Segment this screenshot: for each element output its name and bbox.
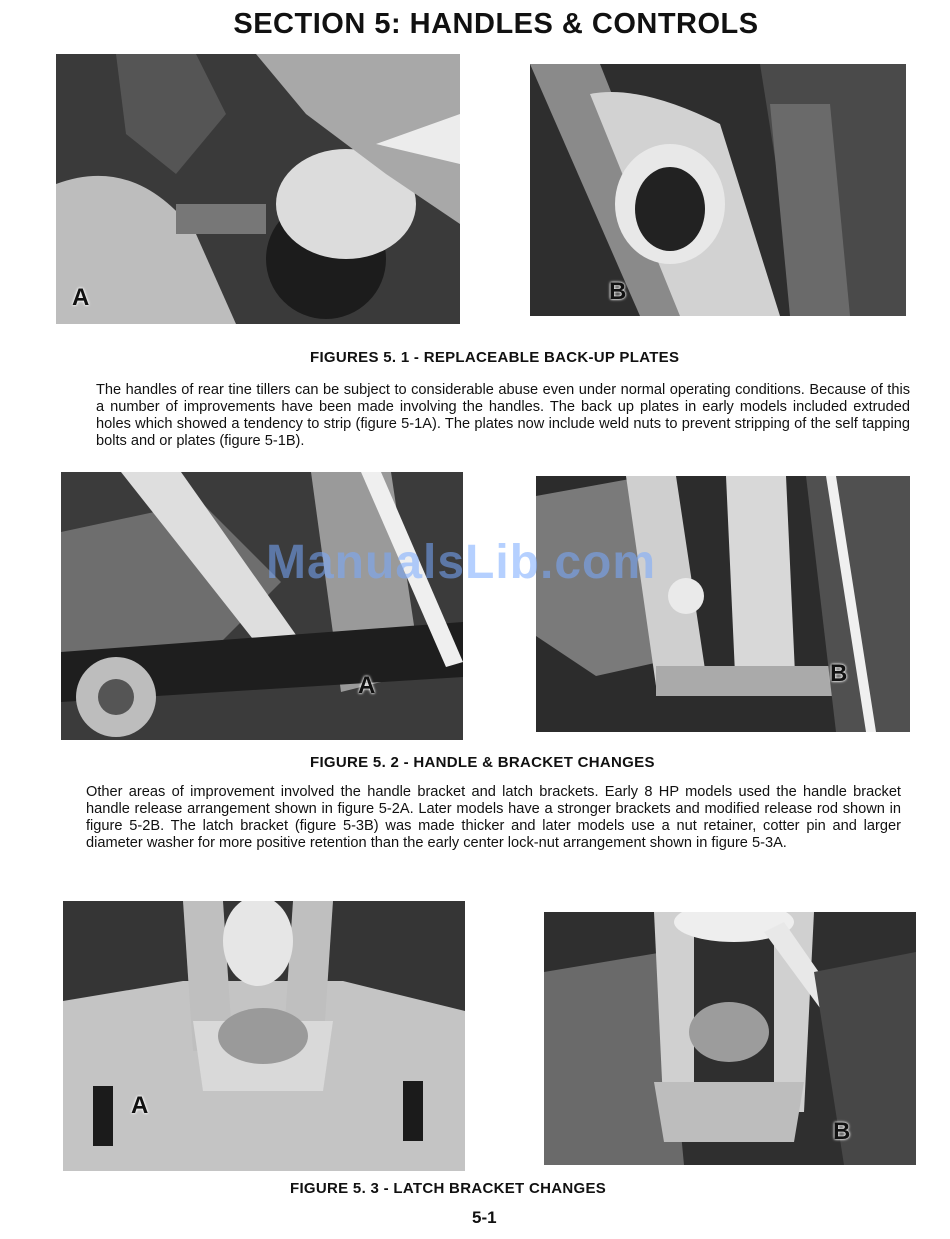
paragraph-bracket-improvements: Other areas of improvement involved the handle bracket and latch brackets. Early 8 HP models used the handle bracket handle release arrangement shown in figure 5-2A. Later models have a stronger brackets and modified release rod shown in figure 5-2B. The latch bracket (figure 5-3B) was made thicker and later models use a nut retainer, cotter pin and larger diameter washer for more positive retention than the early center lock-nut arrangement shown in figure 5-3A. (86, 784, 901, 851)
figure-5-2a-photo (61, 472, 463, 740)
figure-5-2b-photo (536, 476, 910, 732)
figure-5-1a-label: A (72, 284, 90, 311)
figure-5-2a-label: A (358, 672, 376, 699)
figure-5-3-caption: FIGURE 5. 3 - LATCH BRACKET CHANGES (290, 1180, 607, 1197)
paragraph-back-up-plates: The handles of rear tine tillers can be subject to considerable abuse even under normal operating conditions. Because of this a number of improvements have been made involving the handles. The back up plates in early models included extruded holes which showed a tendency to strip (figure 5-1A). The plates now include weld nuts to prevent stripping of the self tapping bolts and or plates (figure 5-1B). (96, 382, 910, 449)
page-number: 5-1 (472, 1208, 497, 1227)
figure-5-1b-label: B (609, 278, 627, 305)
figure-5-1b-photo (530, 64, 906, 316)
figure-5-3b-label: B (833, 1118, 851, 1145)
watermark: ManualsLib.com (266, 536, 657, 589)
figure-5-3a-photo (63, 901, 465, 1171)
figure-5-1-caption: FIGURES 5. 1 - REPLACEABLE BACK-UP PLATES (310, 349, 680, 366)
figure-5-1a-photo (56, 54, 460, 324)
figure-5-3b-photo (544, 912, 916, 1165)
section-title: SECTION 5: HANDLES & CONTROLS (233, 8, 759, 40)
figure-5-2b-label: B (830, 660, 848, 687)
figure-5-3a-label: A (131, 1092, 149, 1119)
figure-5-2-caption: FIGURE 5. 2 - HANDLE & BRACKET CHANGES (310, 754, 655, 771)
